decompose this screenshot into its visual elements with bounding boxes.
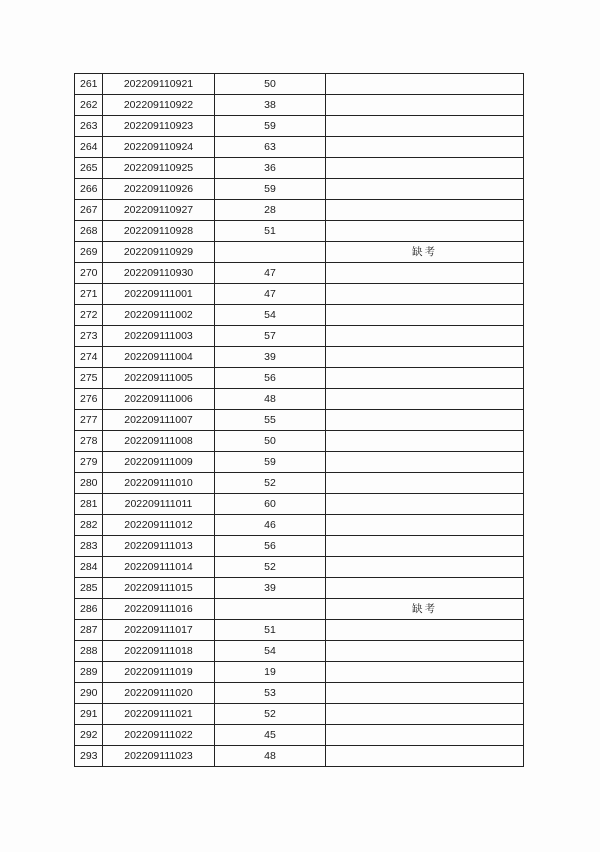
score-cell (215, 242, 326, 263)
exam-id-cell: 202209111005 (103, 368, 215, 389)
remark-cell: 缺考 (326, 599, 524, 620)
table-row (75, 95, 524, 116)
exam-id-cell: 202209110922 (103, 95, 215, 116)
score-cell: 45 (215, 725, 326, 746)
table-row (75, 557, 524, 578)
table-row (75, 494, 524, 515)
row-number-cell: 269 (75, 242, 103, 263)
score-cell: 38 (215, 95, 326, 116)
remark-cell (326, 494, 524, 515)
score-cell: 46 (215, 515, 326, 536)
table-row (75, 410, 524, 431)
table-row (75, 515, 524, 536)
remark-cell (326, 704, 524, 725)
table-row (75, 746, 524, 767)
row-number-cell: 262 (75, 95, 103, 116)
exam-id-cell: 202209111022 (103, 725, 215, 746)
row-number-cell: 287 (75, 620, 103, 641)
score-cell: 57 (215, 326, 326, 347)
row-number-cell: 261 (75, 74, 103, 95)
row-number-cell: 283 (75, 536, 103, 557)
row-number-cell: 292 (75, 725, 103, 746)
table-row (75, 704, 524, 725)
remark-cell (326, 326, 524, 347)
remark-cell (326, 431, 524, 452)
table-row (75, 683, 524, 704)
score-cell: 51 (215, 221, 326, 242)
remark-cell (326, 536, 524, 557)
table-row (75, 242, 524, 263)
row-number-cell: 266 (75, 179, 103, 200)
table-row (75, 347, 524, 368)
row-number-cell: 280 (75, 473, 103, 494)
table-row (75, 641, 524, 662)
score-cell: 48 (215, 746, 326, 767)
row-number-cell: 264 (75, 137, 103, 158)
score-cell: 19 (215, 662, 326, 683)
table-row (75, 725, 524, 746)
score-cell: 50 (215, 74, 326, 95)
row-number-cell: 277 (75, 410, 103, 431)
score-cell: 63 (215, 137, 326, 158)
table-row (75, 620, 524, 641)
row-number-cell: 288 (75, 641, 103, 662)
row-number-cell: 268 (75, 221, 103, 242)
table-row (75, 536, 524, 557)
remark-cell (326, 473, 524, 494)
table-row (75, 389, 524, 410)
remark-cell (326, 347, 524, 368)
row-number-cell: 275 (75, 368, 103, 389)
exam-id-cell: 202209111016 (103, 599, 215, 620)
exam-id-cell: 202209111002 (103, 305, 215, 326)
remark-cell (326, 200, 524, 221)
exam-id-cell: 202209111013 (103, 536, 215, 557)
remark-cell (326, 221, 524, 242)
exam-id-cell: 202209111004 (103, 347, 215, 368)
row-number-cell: 290 (75, 683, 103, 704)
score-cell: 52 (215, 557, 326, 578)
row-number-cell: 272 (75, 305, 103, 326)
score-cell: 56 (215, 368, 326, 389)
exam-id-cell: 202209111007 (103, 410, 215, 431)
score-cell: 36 (215, 158, 326, 179)
exam-id-cell: 202209111010 (103, 473, 215, 494)
score-cell: 51 (215, 620, 326, 641)
row-number-cell: 267 (75, 200, 103, 221)
exam-id-cell: 202209111020 (103, 683, 215, 704)
remark-cell (326, 305, 524, 326)
remark-cell (326, 74, 524, 95)
table-row (75, 305, 524, 326)
table-row (75, 137, 524, 158)
exam-id-cell: 202209111019 (103, 662, 215, 683)
score-table (74, 73, 524, 767)
exam-id-cell: 202209111011 (103, 494, 215, 515)
score-cell: 59 (215, 179, 326, 200)
score-cell: 59 (215, 452, 326, 473)
table-row (75, 599, 524, 620)
score-cell: 59 (215, 116, 326, 137)
row-number-cell: 274 (75, 347, 103, 368)
score-cell (215, 599, 326, 620)
table-row (75, 326, 524, 347)
exam-id-cell: 202209111012 (103, 515, 215, 536)
score-cell: 39 (215, 578, 326, 599)
exam-id-cell: 202209110926 (103, 179, 215, 200)
table-row (75, 179, 524, 200)
score-cell: 54 (215, 641, 326, 662)
remark-cell (326, 746, 524, 767)
table-row (75, 431, 524, 452)
exam-id-cell: 202209111009 (103, 452, 215, 473)
exam-id-cell: 202209110924 (103, 137, 215, 158)
exam-id-cell: 202209110928 (103, 221, 215, 242)
exam-id-cell: 202209111014 (103, 557, 215, 578)
exam-id-cell: 202209111018 (103, 641, 215, 662)
remark-cell (326, 179, 524, 200)
exam-id-cell: 202209111021 (103, 704, 215, 725)
row-number-cell: 276 (75, 389, 103, 410)
remark-cell (326, 389, 524, 410)
remark-cell (326, 452, 524, 473)
remark-cell (326, 557, 524, 578)
table-row (75, 473, 524, 494)
remark-cell (326, 620, 524, 641)
remark-cell (326, 410, 524, 431)
exam-id-cell: 202209110921 (103, 74, 215, 95)
remark-cell (326, 368, 524, 389)
row-number-cell: 289 (75, 662, 103, 683)
remark-cell (326, 662, 524, 683)
table-row (75, 200, 524, 221)
score-cell: 56 (215, 536, 326, 557)
remark-cell (326, 515, 524, 536)
score-cell: 53 (215, 683, 326, 704)
table-row (75, 221, 524, 242)
row-number-cell: 279 (75, 452, 103, 473)
row-number-cell: 271 (75, 284, 103, 305)
exam-id-cell: 202209111003 (103, 326, 215, 347)
score-cell: 47 (215, 263, 326, 284)
row-number-cell: 265 (75, 158, 103, 179)
table-row (75, 368, 524, 389)
exam-id-cell: 202209111017 (103, 620, 215, 641)
score-cell: 47 (215, 284, 326, 305)
exam-id-cell: 202209111008 (103, 431, 215, 452)
remark-cell (326, 284, 524, 305)
row-number-cell: 278 (75, 431, 103, 452)
table-row (75, 116, 524, 137)
remark-cell (326, 641, 524, 662)
row-number-cell: 263 (75, 116, 103, 137)
remark-cell (326, 263, 524, 284)
row-number-cell: 293 (75, 746, 103, 767)
exam-id-cell: 202209111001 (103, 284, 215, 305)
remark-cell (326, 95, 524, 116)
exam-id-cell: 202209111006 (103, 389, 215, 410)
row-number-cell: 281 (75, 494, 103, 515)
table-row (75, 662, 524, 683)
score-cell: 52 (215, 473, 326, 494)
table-row (75, 263, 524, 284)
table-row (75, 74, 524, 95)
remark-cell: 缺考 (326, 242, 524, 263)
row-number-cell: 291 (75, 704, 103, 725)
exam-id-cell: 202209110930 (103, 263, 215, 284)
score-cell: 52 (215, 704, 326, 725)
score-cell: 55 (215, 410, 326, 431)
row-number-cell: 282 (75, 515, 103, 536)
remark-cell (326, 158, 524, 179)
exam-id-cell: 202209110925 (103, 158, 215, 179)
row-number-cell: 286 (75, 599, 103, 620)
score-cell: 39 (215, 347, 326, 368)
score-cell: 48 (215, 389, 326, 410)
exam-id-cell: 202209110923 (103, 116, 215, 137)
table-row (75, 452, 524, 473)
exam-id-cell: 202209111023 (103, 746, 215, 767)
row-number-cell: 273 (75, 326, 103, 347)
remark-cell (326, 137, 524, 158)
remark-cell (326, 683, 524, 704)
row-number-cell: 285 (75, 578, 103, 599)
table-row (75, 284, 524, 305)
score-cell: 60 (215, 494, 326, 515)
score-cell: 50 (215, 431, 326, 452)
score-cell: 54 (215, 305, 326, 326)
row-number-cell: 270 (75, 263, 103, 284)
row-number-cell: 284 (75, 557, 103, 578)
exam-id-cell: 202209111015 (103, 578, 215, 599)
exam-id-cell: 202209110927 (103, 200, 215, 221)
remark-cell (326, 116, 524, 137)
remark-cell (326, 725, 524, 746)
score-cell: 28 (215, 200, 326, 221)
exam-id-cell: 202209110929 (103, 242, 215, 263)
remark-cell (326, 578, 524, 599)
table-row (75, 158, 524, 179)
score-table-body (75, 74, 524, 767)
table-row (75, 578, 524, 599)
